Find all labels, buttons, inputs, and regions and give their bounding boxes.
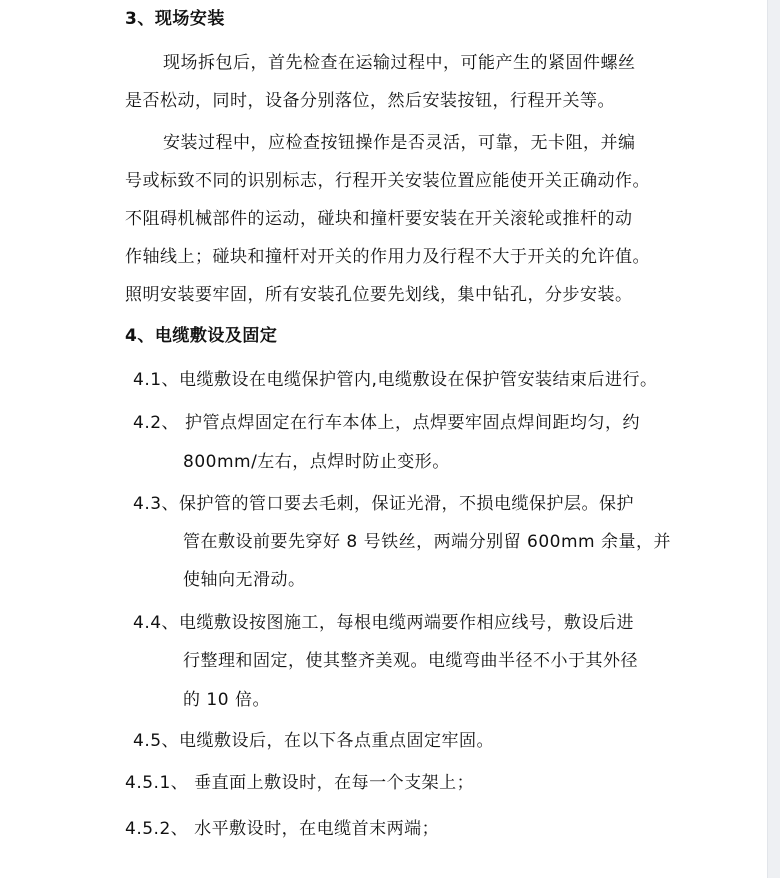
list-item-4-2: 4.2、 护管点焊固定在行车本体上，点焊要牢固点焊间距均匀，约 — [133, 413, 640, 433]
paragraph-line: 现场拆包后，首先检查在运输过程中，可能产生的紧固件螺丝 — [163, 53, 636, 73]
list-item-4-1: 4.1、电缆敷设在电缆保护管内,电缆敷设在保护管安装结束后进行。 — [133, 370, 658, 390]
section-4-heading: 4、电缆敷设及固定 — [125, 326, 278, 346]
list-item-4-4-cont: 的 10 倍。 — [183, 690, 270, 710]
list-item-4-3-cont: 管在敷设前要先穿好 8 号铁丝，两端分别留 600mm 余量，并 — [183, 532, 671, 552]
paragraph-line: 照明安装要牢固，所有安装孔位要先划线，集中钻孔，分步安装。 — [125, 285, 633, 305]
page-edge — [767, 0, 780, 878]
section-3-heading: 3、现场安装 — [125, 9, 225, 29]
list-item-4-3-cont: 使轴向无滑动。 — [183, 570, 306, 590]
list-item-4-4: 4.4、电缆敷设按图施工，每根电缆两端要作相应线号，敷设后进 — [133, 613, 635, 633]
paragraph-line: 号或标致不同的识别标志，行程开关安装位置应能使开关正确动作。 — [125, 171, 650, 191]
list-item-4-4-cont: 行整理和固定，使其整齐美观。电缆弯曲半径不小于其外径 — [183, 651, 638, 671]
list-item-4-5: 4.5、电缆敷设后，在以下各点重点固定牢固。 — [133, 731, 495, 751]
list-item-4-5-1: 4.5.1、 垂直面上敷设时，在每一个支架上； — [125, 773, 475, 793]
paragraph-line: 不阻碍机械部件的运动，碰块和撞杆要安装在开关滚轮或推杆的动 — [125, 209, 633, 229]
paragraph-line: 作轴线上；碰块和撞杆对开关的作用力及行程不大于开关的允许值。 — [125, 247, 650, 267]
list-item-4-5-2: 4.5.2、 水平敷设时，在电缆首末两端； — [125, 819, 440, 839]
paragraph-line: 是否松动，同时，设备分别落位，然后安装按钮，行程开关等。 — [125, 91, 615, 111]
list-item-4-2-cont: 800mm/左右，点焊时防止变形。 — [183, 452, 450, 472]
list-item-4-3: 4.3、保护管的管口要去毛刺，保证光滑，不损电缆保护层。保护 — [133, 494, 635, 514]
paragraph-line: 安装过程中，应检查按钮操作是否灵活，可靠，无卡阻，并编 — [163, 133, 636, 153]
